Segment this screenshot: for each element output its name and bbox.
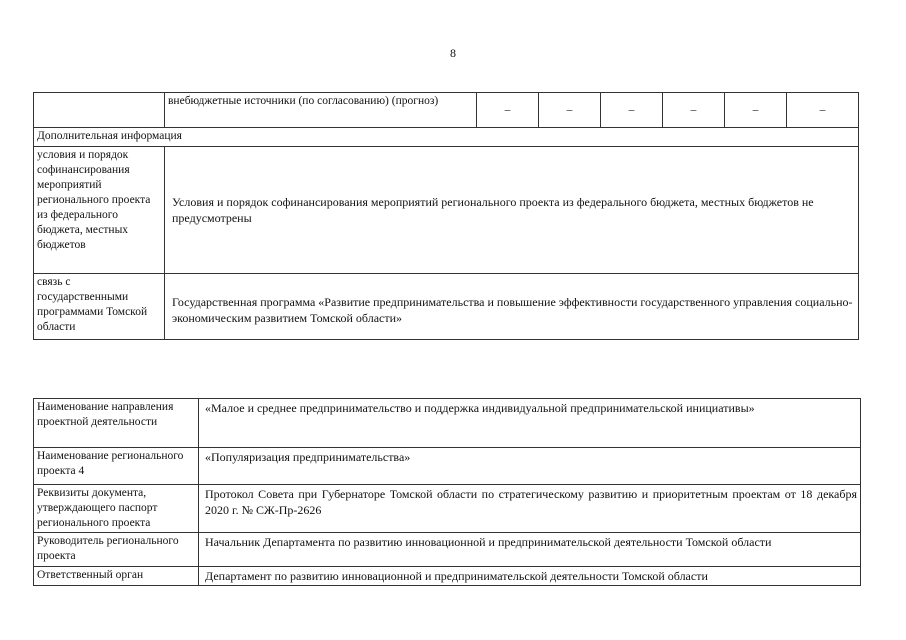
row-label: Руководитель регионального проекта (34, 533, 199, 567)
additional-info-row (34, 128, 859, 147)
table-row (34, 399, 861, 448)
cofinancing-label: условия и порядок софинансирования мероприятий регионального проекта из федерального бюджета, местных бюджетов (34, 147, 165, 274)
cofinancing-row (34, 147, 859, 274)
funding-source-label: внебюджетные источники (по согласованию) (прогноз) (165, 93, 477, 128)
funding-value: – (663, 93, 725, 128)
table-row (34, 448, 861, 485)
row-value: Протокол Совета при Губернаторе Томской области по стратегическому развитию и приоритетным проектам от 18 декабря 2020 г. № СЖ-Пр-2626 (199, 485, 861, 533)
row-value: Департамент по развитию инновационной и предпринимательской деятельности Томской области (199, 567, 861, 586)
funding-value: – (539, 93, 601, 128)
program-link-row (34, 274, 859, 340)
funding-table (33, 92, 859, 340)
page-number: 8 (450, 46, 456, 60)
funding-value: – (601, 93, 663, 128)
program-link-text: Государственная программа «Развитие предпринимательства и повышение эффективности государственного управления социально-экономическим развитием Томской области» (165, 274, 859, 340)
funding-value: – (787, 93, 859, 128)
row-label: Наименование направления проектной деятельности (34, 399, 199, 448)
table-row (34, 567, 861, 586)
empty-cell (34, 93, 165, 128)
additional-info-header: Дополнительная информация (34, 128, 859, 147)
row-label: Ответственный орган (34, 567, 199, 586)
program-link-label: связь с государственными программами Томской области (34, 274, 165, 340)
row-value: «Малое и среднее предпринимательство и поддержка индивидуальной предпринимательской инициативы» (199, 399, 861, 448)
row-value: «Популяризация предпринимательства» (199, 448, 861, 485)
row-label: Реквизиты документа, утверждающего паспорт регионального проекта (34, 485, 199, 533)
row-value: Начальник Департамента по развитию инновационной и предпринимательской деятельности Томской области (199, 533, 861, 567)
row-label: Наименование регионального проекта 4 (34, 448, 199, 485)
funding-value: – (725, 93, 787, 128)
funding-row (34, 93, 859, 128)
project-passport-table (33, 398, 861, 586)
funding-value: – (477, 93, 539, 128)
cofinancing-text: Условия и порядок софинансирования мероприятий регионального проекта из федерального бюджета, местных бюджетов не предусмотрены (165, 147, 859, 274)
table-row (34, 485, 861, 533)
table-row (34, 533, 861, 567)
